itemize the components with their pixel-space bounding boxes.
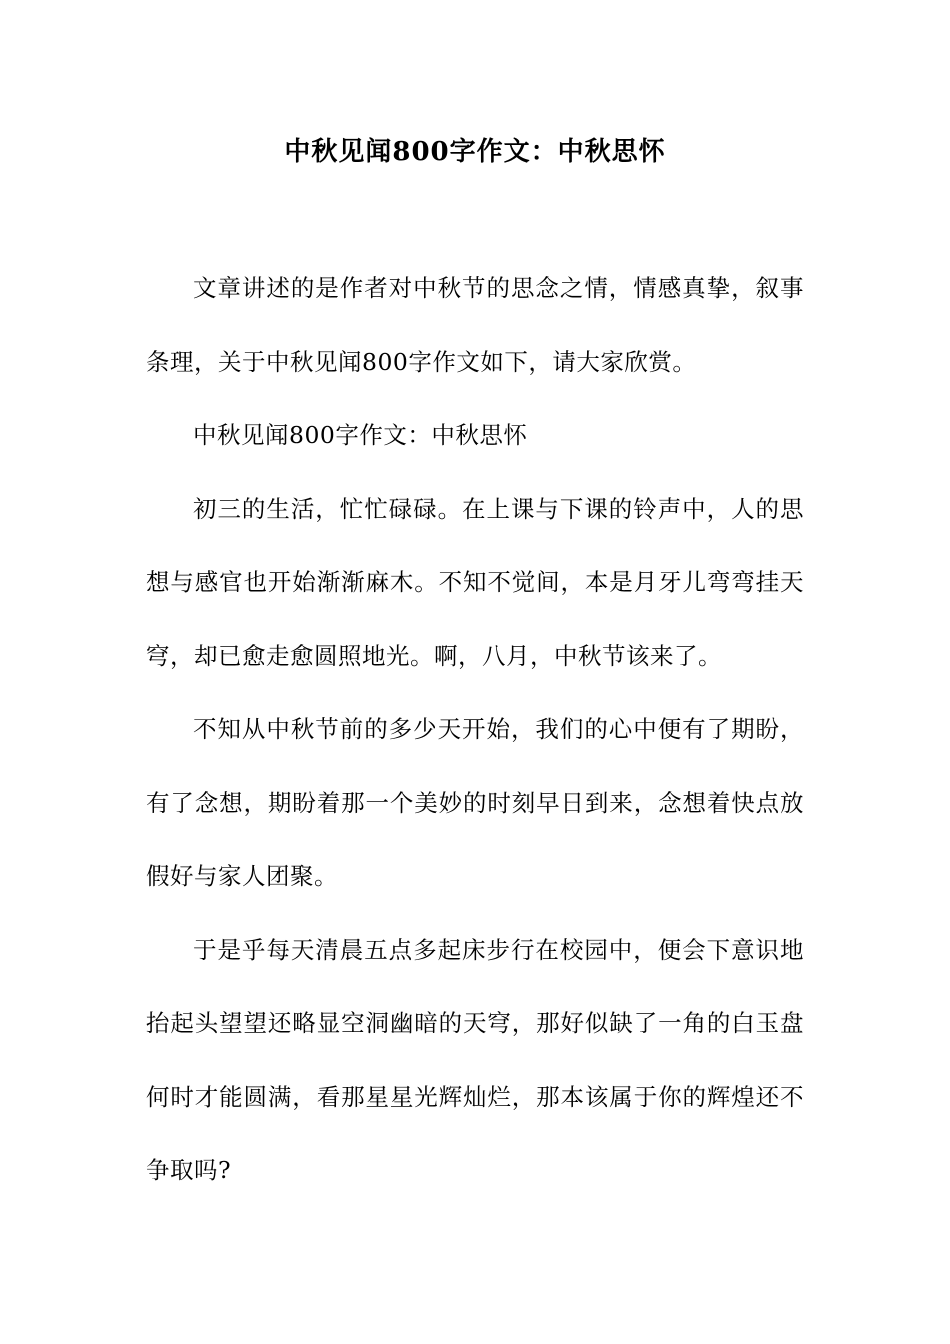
paragraph-subtitle: 中秋见闻800字作文：中秋思怀 [193, 421, 528, 449]
paragraph-intro: 文章讲述的是作者对中秋节的思念之情，情感真挚，叙事条理，关于中秋见闻800字作文如下，请大家欣赏。 [146, 274, 804, 376]
document-body [146, 252, 804, 1208]
paragraph-2: 不知从中秋节前的多少天开始，我们的心中便有了期盼，有了念想，期盼着那一个美妙的时刻早日到来，念想着快点放假好与家人团聚。 [146, 715, 804, 890]
paragraph-3: 于是乎每天清晨五点多起床步行在校园中，便会下意识地抬起头望望还略显空洞幽暗的天穹，那好似缺了一角的白玉盘何时才能圆满，看那星星光辉灿烂，那本该属于你的辉煌还不争取吗? [146, 935, 804, 1184]
document-title: 中秋见闻800字作文：中秋思怀 [284, 137, 666, 167]
paragraph-1: 初三的生活，忙忙碌碌。在上课与下课的铃声中，人的思想与感官也开始渐渐麻木。不知不觉间，本是月牙儿弯弯挂天穹，却已愈走愈圆照地光。啊，八月，中秋节该来了。 [146, 494, 804, 670]
